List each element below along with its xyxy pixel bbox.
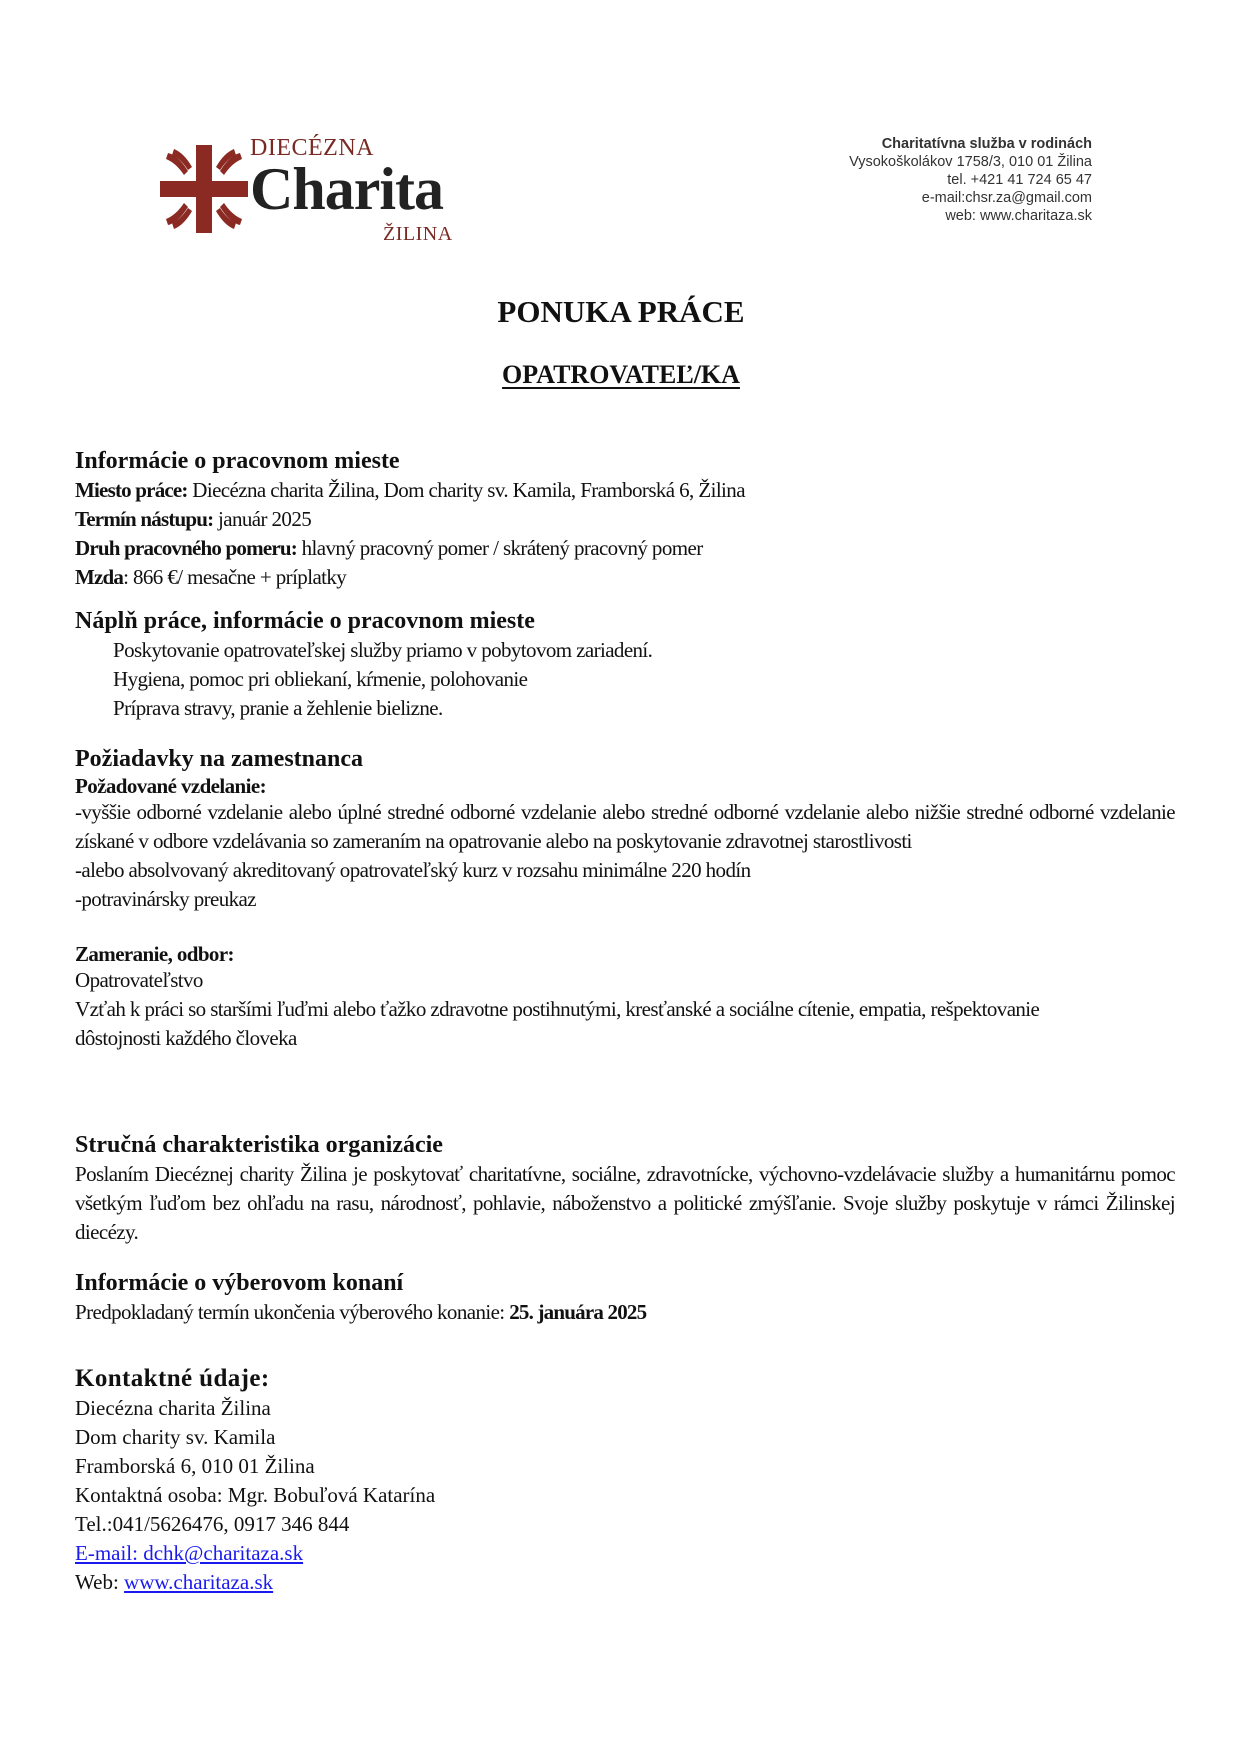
organization-text: Poslaním Diecéznej charity Žilina je poskytovať charitatívne, sociálne, zdravotnícke, výchovno-vzdelávacie služby a humanitárnu pomoc všetkým ľuďom bez ohľadu na rasu, národnosť, pohlavie, náboženstvo a politické zmýšľanie. Svoje služby poskytuje v rámci Žilinskej diecézy.	[75, 1162, 1175, 1244]
duty-item: Príprava stravy, pranie a žehlenie bielizne.	[113, 696, 443, 720]
position-title: OPATROVATEĽ/KA	[502, 360, 740, 389]
header-web: web: www.charitaza.sk	[945, 208, 1092, 224]
web-label: Web:	[75, 1570, 125, 1594]
selection-text	[75, 1298, 1175, 1327]
education-label: Požadované vzdelanie:	[75, 774, 266, 798]
section-heading: Informácie o výberovom konaní	[75, 1270, 404, 1296]
web-line	[75, 1568, 1175, 1597]
section-selection	[75, 1268, 1175, 1327]
logo-line-charita: Charita	[250, 156, 443, 222]
job-info-row	[75, 476, 1175, 505]
job-info-row	[75, 563, 1175, 592]
header-email: e-mail:chsr.za@gmail.com	[921, 190, 1092, 206]
organization-logo	[158, 135, 458, 245]
page-title: PONUKA PRÁCE	[497, 294, 745, 329]
section-heading: Náplň práce, informácie o pracovnom mieste	[75, 608, 535, 634]
section-organization	[75, 1130, 1175, 1247]
duty-item: Hygiena, pomoc pri obliekaní, kŕmenie, polohovanie	[113, 667, 528, 691]
row-label: Druh pracovného pomeru:	[75, 536, 297, 560]
header-contact-block	[849, 135, 1092, 225]
selection-label: Predpokladaný termín ukončenia výberového konanie:	[75, 1300, 510, 1324]
header-org-name: Charitatívna služba v rodinách	[881, 136, 1092, 152]
duty-item: Poskytovanie opatrovateľskej služby priamo v pobytovom zariadení.	[113, 638, 653, 662]
selection-date: 25. januára 2025	[509, 1300, 647, 1324]
page-subtitle	[0, 360, 1242, 390]
section-job-info	[75, 446, 1175, 592]
section-contact	[75, 1364, 1175, 1597]
contact-line: Dom charity sv. Kamila	[75, 1425, 276, 1449]
section-heading: Požiadavky na zamestnanca	[75, 746, 363, 772]
web-link[interactable]: www.charitaza.sk	[124, 1570, 274, 1594]
logo-line-zilina: ŽILINA	[383, 223, 453, 245]
row-value: Diecézna charita Žilina, Dom charity sv. Kamila, Framborská 6, Žilina	[187, 478, 745, 502]
row-value: : 866 €/ mesačne + príplatky	[123, 565, 347, 589]
section-requirements	[75, 744, 1175, 1053]
section-heading: Informácie o pracovnom mieste	[75, 448, 400, 474]
field-label: Zameranie, odbor:	[75, 942, 234, 966]
education-text: -vyššie odborné vzdelanie alebo úplné stredné odborné vzdelanie alebo stredné odborné vzdelanie alebo nižšie stredné odborné vzdelanie získané v odbore vzdelávania so zameraním na opatrovanie alebo na poskytovanie zdravotnej starostlivosti	[75, 800, 1175, 853]
field-value: Opatrovateľstvo	[75, 968, 203, 992]
contact-line: Tel.:041/5626476, 0917 346 844	[75, 1512, 350, 1536]
contact-line: Kontaktná osoba: Mgr. Bobuľová Katarína	[75, 1483, 436, 1507]
logo-line-dieceza: DIECÉZNA	[250, 135, 374, 161]
row-label: Termín nástupu:	[75, 507, 214, 531]
contact-line: Framborská 6, 010 01 Žilina	[75, 1454, 315, 1478]
row-label: Mzda	[75, 565, 124, 589]
charita-cross-icon	[158, 143, 250, 235]
section-duties	[75, 606, 1175, 723]
field-text: Vzťah k práci so staršími ľuďmi alebo ťažko zdravotne postihnutými, kresťanské a sociálne cítenie, empatia, rešpektovanie dôstojnosti každého človeka	[75, 997, 1040, 1050]
job-info-row	[75, 505, 1175, 534]
row-value: január 2025	[213, 507, 312, 531]
row-value: hlavný pracovný pomer / skrátený pracovný pomer	[296, 536, 703, 560]
row-label: Miesto práce:	[75, 478, 188, 502]
job-info-row	[75, 534, 1175, 563]
contact-line: Diecézna charita Žilina	[75, 1396, 271, 1420]
header-address: Vysokoškolákov 1758/3, 010 01 Žilina	[849, 154, 1092, 170]
education-item: -alebo absolvovaný akreditovaný opatrovateľský kurz v rozsahu minimálne 220 hodín	[75, 858, 751, 882]
header-phone: tel. +421 41 724 65 47	[947, 172, 1092, 188]
education-item: -potravinársky preukaz	[75, 887, 256, 911]
section-heading: Stručná charakteristika organizácie	[75, 1132, 443, 1158]
email-link[interactable]: E-mail: dchk@charitaza.sk	[75, 1541, 304, 1565]
section-heading: Kontaktné údaje:	[75, 1365, 270, 1392]
